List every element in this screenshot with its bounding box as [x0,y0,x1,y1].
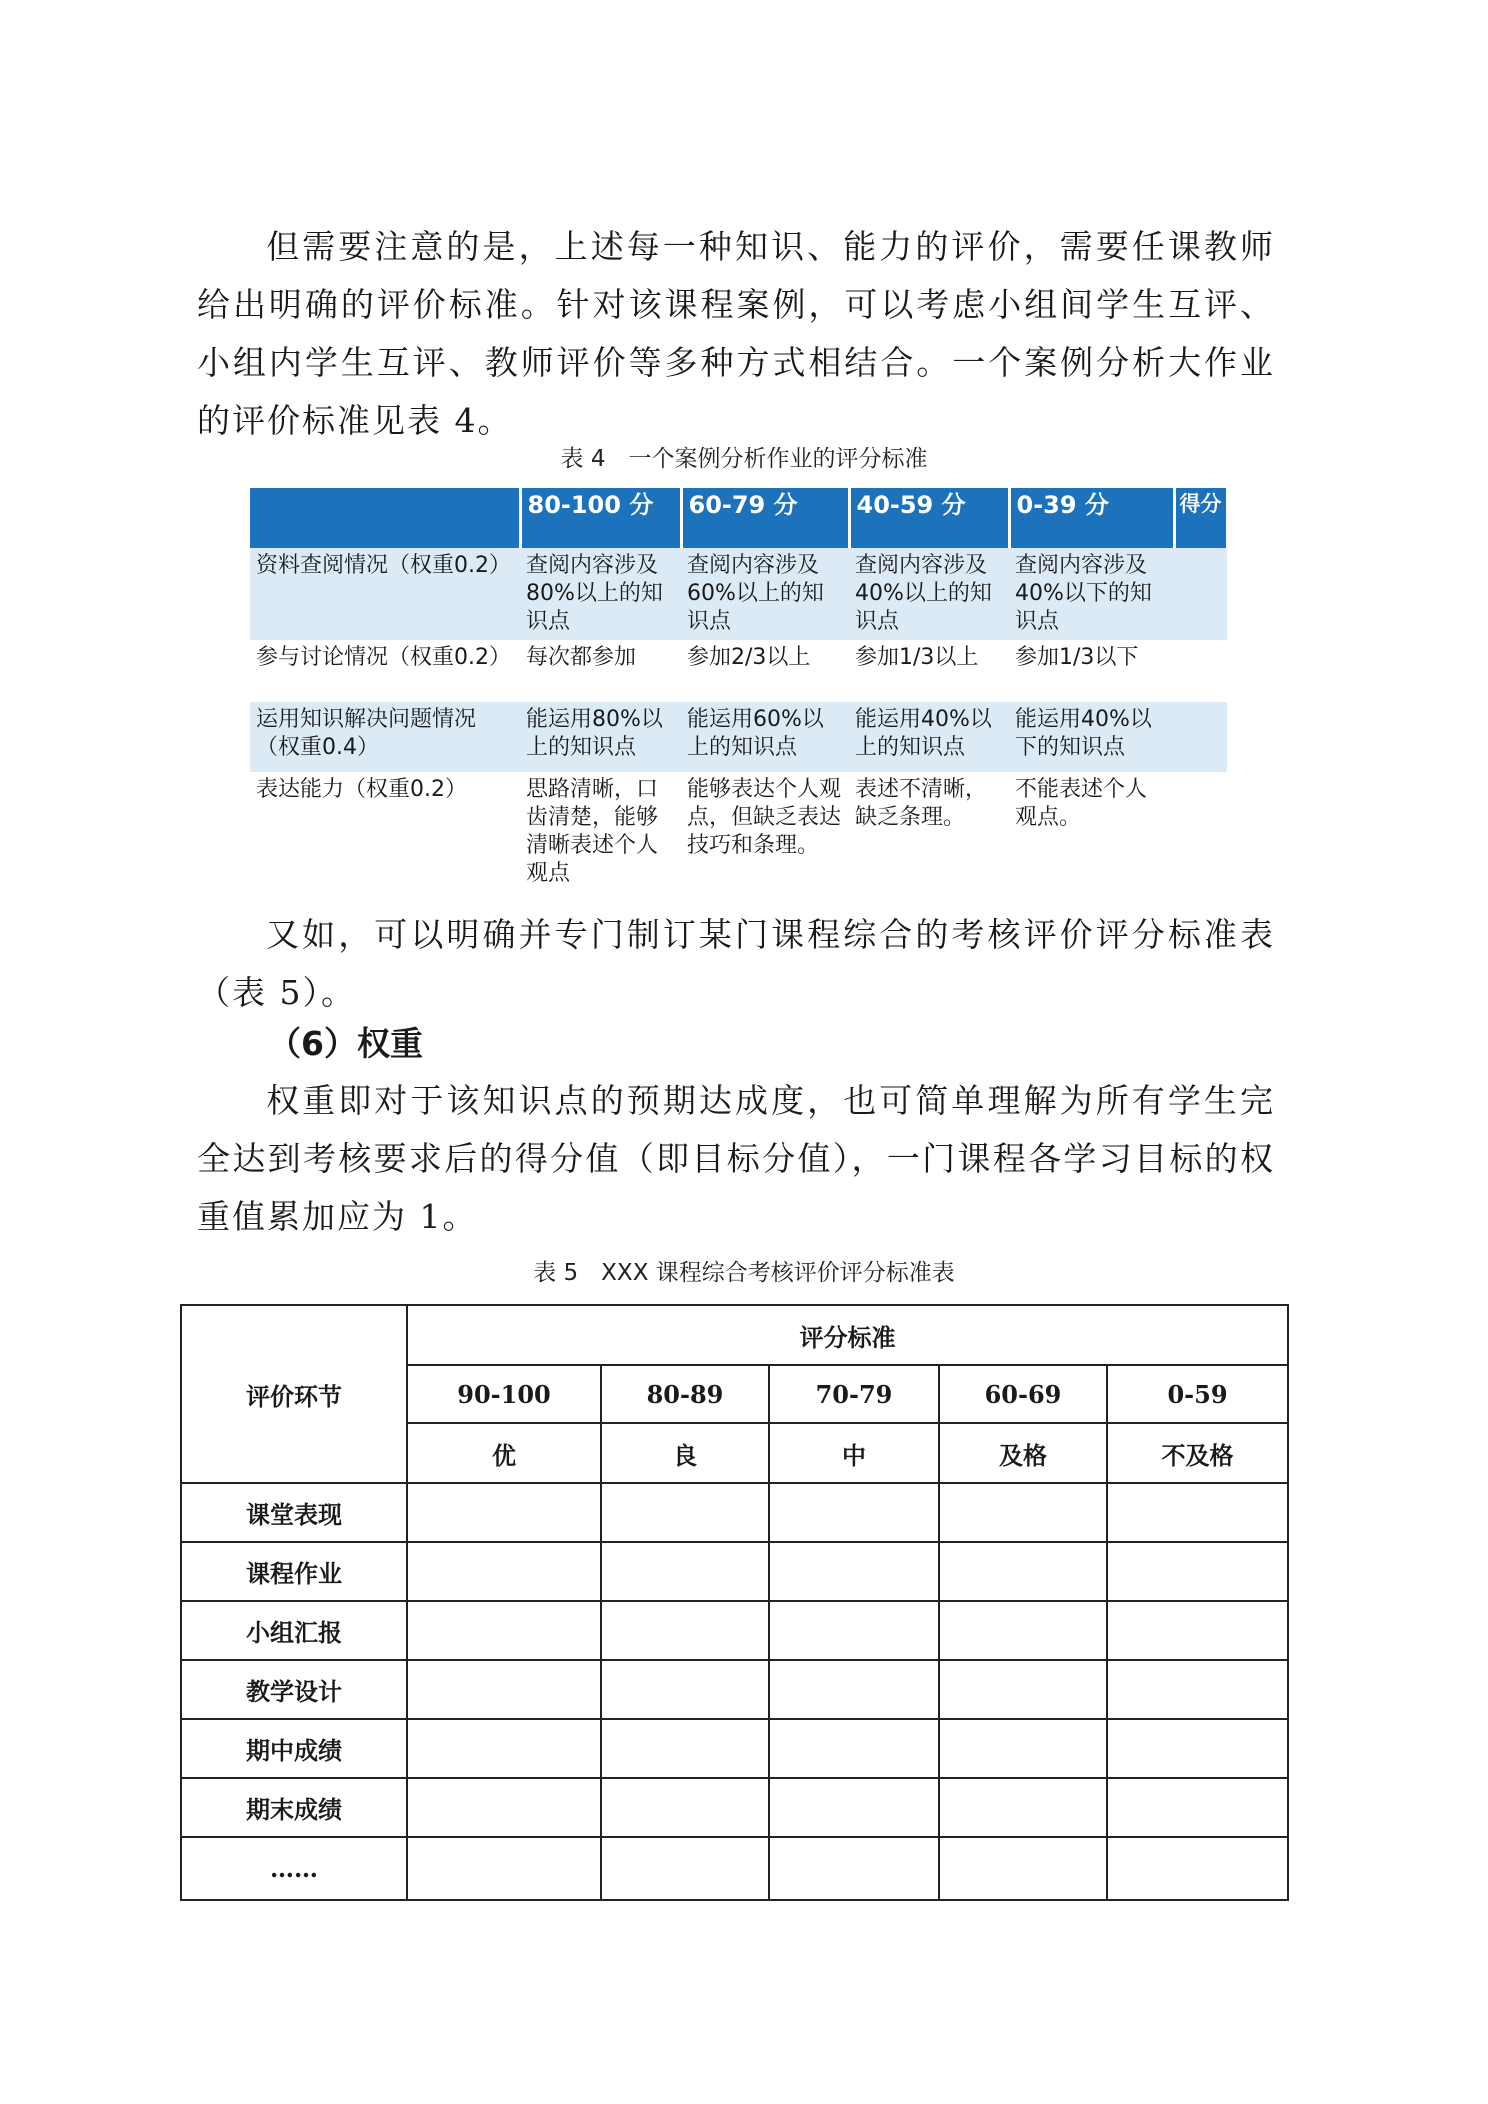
table5-empty-cell [601,1542,769,1601]
table4-cell: 能运用40%以下的知识点 [1009,702,1174,772]
table5-empty-cell [1107,1483,1288,1542]
table4-cell: 资料查阅情况（权重0.2） [250,548,520,640]
table-row [181,1601,1288,1660]
table-row [181,1778,1288,1837]
table5-stage-label: 课程作业 [181,1542,407,1601]
table5-empty-cell [769,1778,939,1837]
table5-empty-cell [407,1719,601,1778]
table4-cell [1174,640,1227,702]
table5-empty-cell [939,1837,1107,1900]
table5-empty-cell [407,1660,601,1719]
table4-cell: 查阅内容涉及80%以上的知识点 [520,548,681,640]
table4-caption: 表 4 一个案例分析作业的评分标准 [560,446,928,472]
table-row [250,702,1227,772]
table5-empty-cell [769,1483,939,1542]
table5-empty-cell [769,1542,939,1601]
table4-cell: 思路清晰，口齿清楚，能够清晰表述个人观点 [520,772,681,896]
table5-range: 80-89 [601,1365,769,1423]
table5-course-assessment [180,1304,1289,1901]
table5-empty-cell [769,1660,939,1719]
table4-cell: 参加1/3以上 [849,640,1009,702]
table5-grade: 优 [407,1423,601,1483]
table4-cell: 参加2/3以上 [681,640,849,702]
table5-header-row [181,1305,1288,1365]
table5-range: 60-69 [939,1365,1107,1423]
table5-empty-cell [939,1778,1107,1837]
paragraph-evaluation-standard: 但需要注意的是，上述每一种知识、能力的评价，需要任课教师给出明确的评价标准。针对该课程案例，可以考虑小组间学生互评、小组内学生互评、教师评价等多种方式相结合。一个案例分析大作业的评价标准见表 4。 [197,227,1275,440]
table4-cell: 能运用60%以上的知识点 [681,702,849,772]
table4-header-80-100: 80-100 分 [520,488,681,548]
table4-scoring-standard [250,488,1229,896]
table5-empty-cell [407,1542,601,1601]
table4-cell: 查阅内容涉及40%以上的知识点 [849,548,1009,640]
table-row [181,1660,1288,1719]
table5-empty-cell [769,1719,939,1778]
table4-cell [1174,772,1227,896]
table5-grade: 中 [769,1423,939,1483]
table-row [250,640,1227,702]
table5-empty-cell [769,1601,939,1660]
table5-empty-cell [939,1660,1107,1719]
table5-empty-cell [1107,1601,1288,1660]
table5-empty-cell [1107,1778,1288,1837]
table5-stage-label: 期末成绩 [181,1778,407,1837]
table5-empty-cell [939,1601,1107,1660]
table5-empty-cell [1107,1542,1288,1601]
table-row [181,1542,1288,1601]
table5-empty-cell [601,1483,769,1542]
table5-empty-cell [769,1837,939,1900]
table5-criteria-header: 评分标准 [407,1305,1288,1365]
table5-empty-cell [601,1778,769,1837]
table4-cell: 每次都参加 [520,640,681,702]
table4-cell: 表述不清晰，缺乏条理。 [849,772,1009,896]
table5-empty-cell [939,1542,1107,1601]
table5-empty-cell [939,1483,1107,1542]
table5-empty-cell [1107,1719,1288,1778]
table5-stage-label: 课堂表现 [181,1483,407,1542]
table4-header-40-59: 40-59 分 [849,488,1009,548]
table4-header-60-79: 60-79 分 [681,488,849,548]
section-heading-weight: （6）权重 [268,1024,423,1063]
table5-caption: 表 5 XXX 课程综合考核评价评分标准表 [533,1260,955,1286]
table4-cell [1174,548,1227,640]
table5-empty-cell [1107,1837,1288,1900]
table4-cell: 不能表述个人观点。 [1009,772,1174,896]
table5-grade: 及格 [939,1423,1107,1483]
table5-empty-cell [601,1837,769,1900]
table5-stage-label: …… [181,1837,407,1900]
table5-range: 90-100 [407,1365,601,1423]
table4-header-criterion [250,488,520,548]
table4-cell: 能运用80%以上的知识点 [520,702,681,772]
table4-cell: 能运用40%以上的知识点 [849,702,1009,772]
table5-empty-cell [407,1778,601,1837]
table5-stage-label: 小组汇报 [181,1601,407,1660]
table5-grade: 不及格 [1107,1423,1288,1483]
table4-cell: 运用知识解决问题情况（权重0.4） [250,702,520,772]
table4-cell: 查阅内容涉及40%以下的知识点 [1009,548,1174,640]
table4-header-row [250,488,1227,548]
table5-empty-cell [601,1601,769,1660]
table5-empty-cell [407,1837,601,1900]
table5-range: 70-79 [769,1365,939,1423]
table5-stage-header: 评价环节 [181,1305,407,1483]
table4-cell [1174,702,1227,772]
table5-empty-cell [1107,1660,1288,1719]
table-row [181,1837,1288,1900]
table4-cell: 参与讨论情况（权重0.2） [250,640,520,702]
table5-empty-cell [407,1483,601,1542]
table4-header-0-39: 0-39 分 [1009,488,1174,548]
table5-empty-cell [407,1601,601,1660]
table5-stage-label: 教学设计 [181,1660,407,1719]
table5-range: 0-59 [1107,1365,1288,1423]
table5-grade: 良 [601,1423,769,1483]
table-row [250,772,1227,896]
table4-cell: 参加1/3以下 [1009,640,1174,702]
table5-stage-label: 期中成绩 [181,1719,407,1778]
table5-empty-cell [601,1719,769,1778]
table4-header-score: 得分 [1174,488,1227,548]
table-row [181,1719,1288,1778]
table4-cell: 表达能力（权重0.2） [250,772,520,896]
table-row [250,548,1227,640]
paragraph-table5-intro: 又如，可以明确并专门制订某门课程综合的考核评价评分标准表（表 5）。 [197,915,1275,1012]
table5-empty-cell [939,1719,1107,1778]
table5-empty-cell [601,1660,769,1719]
table4-cell: 查阅内容涉及60%以上的知识点 [681,548,849,640]
paragraph-weight-definition: 权重即对于该知识点的预期达成度，也可简单理解为所有学生完全达到考核要求后的得分值（即目标分值），一门课程各学习目标的权重值累加应为 1。 [197,1081,1275,1236]
table-row [181,1483,1288,1542]
table4-cell: 能够表达个人观点，但缺乏表达技巧和条理。 [681,772,849,896]
